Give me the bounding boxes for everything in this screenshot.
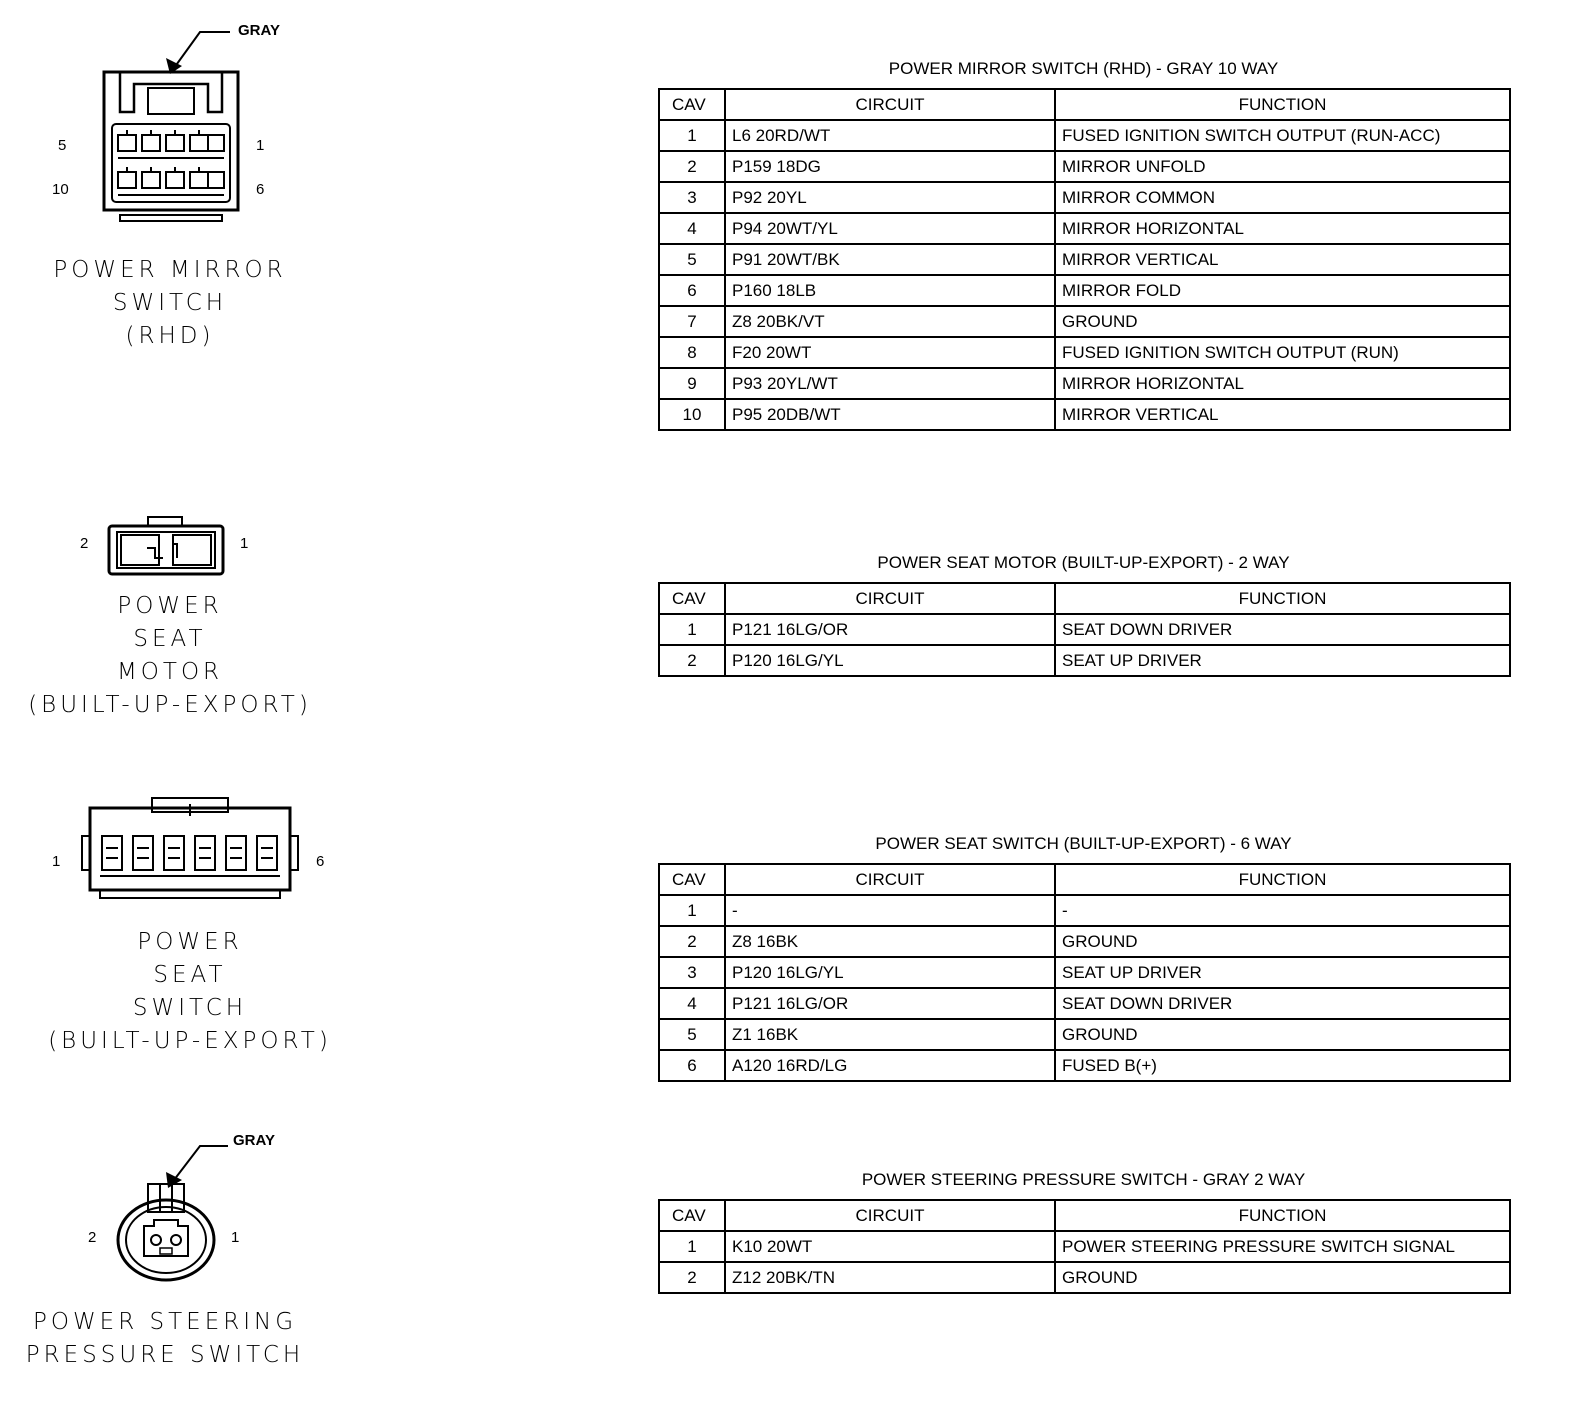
circuit-cell: P121 16LG/OR (725, 988, 1055, 1019)
mirror-switch-connector-drawing (90, 20, 270, 230)
pin-label: 1 (240, 535, 249, 552)
circuit-cell: P93 20YL/WT (725, 368, 1055, 399)
table-row (659, 926, 1510, 957)
table-header-row (659, 864, 1510, 895)
circuit-header: CIRCUIT (725, 583, 1055, 614)
color-callout: GRAY (233, 1132, 275, 1149)
table-row (659, 1231, 1510, 1262)
table-row (659, 957, 1510, 988)
pin-label: 6 (256, 181, 265, 198)
circuit-cell: P95 20DB/WT (725, 399, 1055, 430)
steering-pressure-connector-drawing (110, 1138, 260, 1288)
label-line: PRESSURE SWITCH (25, 1342, 305, 1368)
table-row (659, 151, 1510, 182)
cav-cell: 2 (659, 645, 725, 676)
cav-cell: 5 (659, 244, 725, 275)
pin-label: 1 (231, 1229, 240, 1246)
cav-cell: 2 (659, 1262, 725, 1293)
cav-header: CAV (659, 864, 725, 895)
table-row (659, 1050, 1510, 1081)
cav-cell: 1 (659, 895, 725, 926)
label-line: SWITCH (132, 995, 248, 1021)
function-cell: MIRROR COMMON (1055, 182, 1510, 213)
table-row (659, 645, 1510, 676)
table-row (659, 275, 1510, 306)
circuit-cell: F20 20WT (725, 337, 1055, 368)
label-line: SEAT (153, 962, 227, 988)
table-row (659, 614, 1510, 645)
function-cell: MIRROR FOLD (1055, 275, 1510, 306)
function-cell: SEAT UP DRIVER (1055, 645, 1510, 676)
function-header: FUNCTION (1055, 583, 1510, 614)
function-cell: GROUND (1055, 1262, 1510, 1293)
table-title: POWER MIRROR SWITCH (RHD) - GRAY 10 WAY (888, 59, 1279, 78)
table-body (659, 895, 1510, 1081)
function-cell: MIRROR HORIZONTAL (1055, 368, 1510, 399)
function-cell: FUSED B(+) (1055, 1050, 1510, 1081)
label-line: POWER STEERING (32, 1309, 298, 1335)
pin-label: 2 (80, 535, 89, 552)
cav-header: CAV (659, 89, 725, 120)
circuit-cell: Z12 20BK/TN (725, 1262, 1055, 1293)
connector-label (20, 590, 320, 722)
pin-label: 1 (256, 137, 265, 154)
circuit-cell: P160 18LB (725, 275, 1055, 306)
circuit-cell: L6 20RD/WT (725, 120, 1055, 151)
circuit-header: CIRCUIT (725, 864, 1055, 895)
table-header-row (659, 89, 1510, 120)
cav-cell: 4 (659, 988, 725, 1019)
table-row (659, 1262, 1510, 1293)
table-row (659, 1019, 1510, 1050)
circuit-cell: A120 16RD/LG (725, 1050, 1055, 1081)
table-header-row (659, 1200, 1510, 1231)
label-line: POWER MIRROR (53, 257, 287, 283)
seat-motor-pin-table (658, 582, 1511, 677)
table-title: POWER SEAT MOTOR (BUILT-UP-EXPORT) - 2 WAY (877, 553, 1290, 572)
label-line: (BUILT-UP-EXPORT) (48, 1028, 332, 1054)
connector-label (40, 926, 340, 1058)
function-cell: SEAT DOWN DRIVER (1055, 614, 1510, 645)
seat-switch-pin-table (658, 863, 1511, 1082)
label-line: POWER (117, 593, 223, 619)
table-body (659, 614, 1510, 676)
function-header: FUNCTION (1055, 1200, 1510, 1231)
cav-cell: 7 (659, 306, 725, 337)
function-header: FUNCTION (1055, 89, 1510, 120)
cav-cell: 1 (659, 120, 725, 151)
function-cell: - (1055, 895, 1510, 926)
table-row (659, 337, 1510, 368)
function-header: FUNCTION (1055, 864, 1510, 895)
circuit-cell: P120 16LG/YL (725, 645, 1055, 676)
cav-cell: 6 (659, 275, 725, 306)
table-row (659, 182, 1510, 213)
table-row (659, 120, 1510, 151)
circuit-cell: K10 20WT (725, 1231, 1055, 1262)
circuit-cell: Z8 20BK/VT (725, 306, 1055, 337)
table-body (659, 1231, 1510, 1293)
pin-label: 5 (58, 137, 67, 154)
function-cell: GROUND (1055, 306, 1510, 337)
steering-pressure-pin-table (658, 1199, 1511, 1294)
pin-label: 1 (52, 853, 61, 870)
cav-cell: 5 (659, 1019, 725, 1050)
function-cell: MIRROR VERTICAL (1055, 399, 1510, 430)
table-row (659, 244, 1510, 275)
circuit-cell: P159 18DG (725, 151, 1055, 182)
cav-cell: 9 (659, 368, 725, 399)
cav-cell: 2 (659, 151, 725, 182)
circuit-cell: P92 20YL (725, 182, 1055, 213)
table-header-row (659, 583, 1510, 614)
connector-label (20, 1306, 310, 1372)
circuit-cell: - (725, 895, 1055, 926)
connector-label (40, 254, 300, 353)
label-line: SWITCH (112, 290, 228, 316)
label-line: (RHD) (125, 323, 215, 349)
label-line: MOTOR (116, 659, 224, 685)
cav-cell: 1 (659, 614, 725, 645)
color-callout: GRAY (238, 22, 280, 39)
table-row (659, 895, 1510, 926)
function-cell: GROUND (1055, 1019, 1510, 1050)
table-row (659, 399, 1510, 430)
table-row (659, 213, 1510, 244)
circuit-cell: P94 20WT/YL (725, 213, 1055, 244)
pin-label: 2 (88, 1229, 97, 1246)
circuit-header: CIRCUIT (725, 89, 1055, 120)
table-row (659, 368, 1510, 399)
function-cell: FUSED IGNITION SWITCH OUTPUT (RUN-ACC) (1055, 120, 1510, 151)
table-title: POWER SEAT SWITCH (BUILT-UP-EXPORT) - 6 WAY (875, 834, 1292, 853)
pin-label: 6 (316, 853, 325, 870)
function-cell: GROUND (1055, 926, 1510, 957)
seat-motor-connector-drawing (105, 514, 235, 578)
circuit-cell: Z1 16BK (725, 1019, 1055, 1050)
cav-header: CAV (659, 1200, 725, 1231)
table-row (659, 306, 1510, 337)
function-cell: MIRROR UNFOLD (1055, 151, 1510, 182)
function-cell: MIRROR VERTICAL (1055, 244, 1510, 275)
cav-cell: 3 (659, 182, 725, 213)
table-body (659, 120, 1510, 430)
cav-cell: 1 (659, 1231, 725, 1262)
function-cell: SEAT UP DRIVER (1055, 957, 1510, 988)
circuit-cell: P120 16LG/YL (725, 957, 1055, 988)
circuit-cell: P91 20WT/BK (725, 244, 1055, 275)
table-row (659, 988, 1510, 1019)
circuit-cell: P121 16LG/OR (725, 614, 1055, 645)
function-cell: MIRROR HORIZONTAL (1055, 213, 1510, 244)
seat-switch-connector-drawing (70, 796, 310, 906)
circuit-cell: Z8 16BK (725, 926, 1055, 957)
circuit-header: CIRCUIT (725, 1200, 1055, 1231)
cav-cell: 10 (659, 399, 725, 430)
cav-cell: 2 (659, 926, 725, 957)
cav-cell: 3 (659, 957, 725, 988)
cav-cell: 4 (659, 213, 725, 244)
table-title: POWER STEERING PRESSURE SWITCH - GRAY 2 WAY (861, 1170, 1306, 1189)
cav-cell: 6 (659, 1050, 725, 1081)
function-cell: FUSED IGNITION SWITCH OUTPUT (RUN) (1055, 337, 1510, 368)
label-line: POWER (137, 929, 243, 955)
pin-label: 10 (52, 181, 69, 198)
function-cell: SEAT DOWN DRIVER (1055, 988, 1510, 1019)
label-line: SEAT (133, 626, 207, 652)
cav-header: CAV (659, 583, 725, 614)
label-line: (BUILT-UP-EXPORT) (28, 692, 312, 718)
function-cell: POWER STEERING PRESSURE SWITCH SIGNAL (1055, 1231, 1510, 1262)
mirror-switch-pin-table (658, 88, 1511, 431)
cav-cell: 8 (659, 337, 725, 368)
